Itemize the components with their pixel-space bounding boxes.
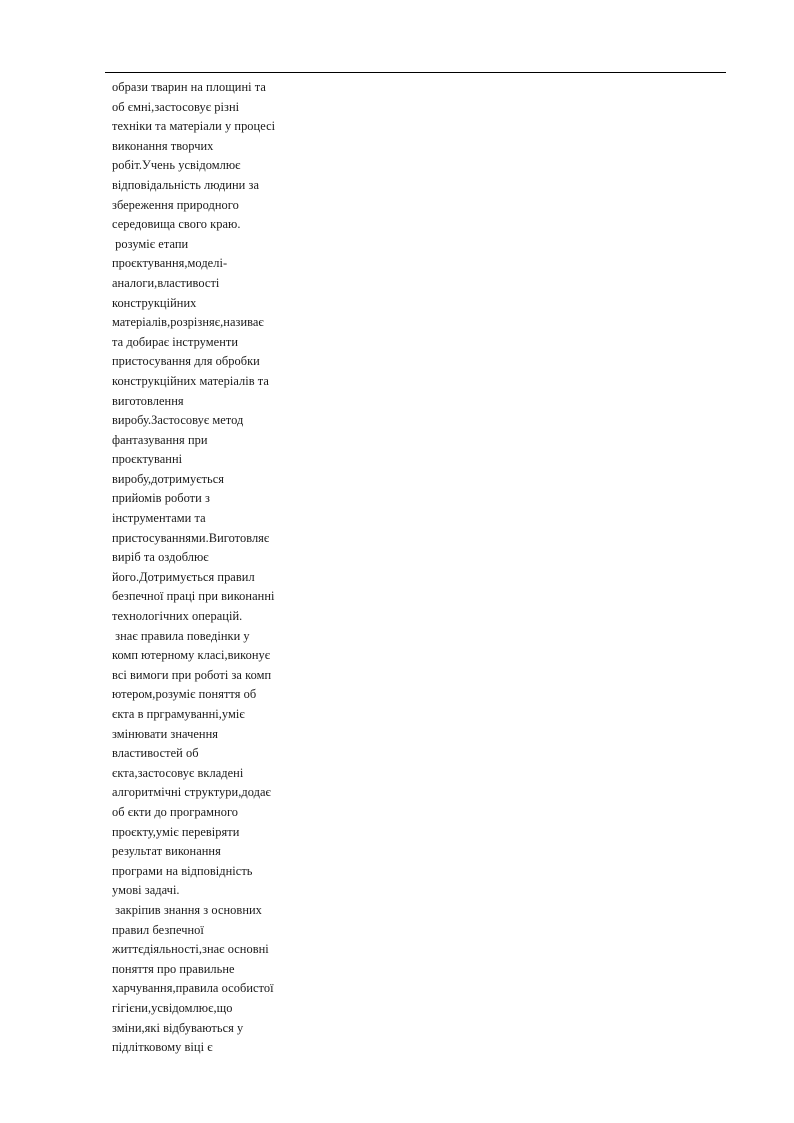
document-text-line: пристосуваннями.Виготовляє [112, 530, 270, 545]
document-text-line: правил безпечної [112, 922, 204, 937]
document-text-line: виконання творчих [112, 138, 214, 153]
document-text-line: матеріалів,розрізняє,називає [112, 315, 264, 330]
document-text-line: виробу,дотримується [112, 471, 225, 486]
document-text-line: проєкту,уміє перевіряти [112, 824, 240, 839]
document-text-line: розуміє етапи [112, 236, 189, 251]
document-text-line: інструментами та [112, 511, 206, 526]
document-text-line: єкта в прграмуванні,уміє [112, 707, 245, 721]
document-text-line: єкта,застосовує вкладені [112, 765, 244, 780]
document-text-line: виробу.Застосовує метод [112, 413, 244, 428]
document-text-line: гігієни,усвідомлює,що [112, 1000, 233, 1015]
document-text-line: робіт.Учень усвідомлює [112, 158, 241, 173]
document-text-column [112, 78, 334, 1058]
document-text-line: умові задачі. [112, 883, 180, 898]
document-text-line: змінювати значення [112, 726, 219, 741]
document-text-line: програми на відповідність [112, 863, 253, 878]
document-text-line: харчування,правила особистої [112, 981, 274, 996]
document-text-line: аналоги,властивості [112, 275, 220, 290]
document-text-line: техніки та матеріали у процесі [112, 119, 276, 134]
document-text-line: об ємні,застосовує різні [112, 99, 240, 114]
document-text-line: зміни,які відбуваються у [112, 1020, 244, 1035]
header-separator-rule [105, 72, 726, 73]
document-text-line: образи тварин на площині та [112, 80, 266, 94]
document-text-line: ютером,розуміє поняття об [112, 687, 257, 702]
document-text-line: проєктування,моделі- [112, 256, 228, 271]
document-text-line: поняття про правильне [112, 961, 235, 976]
document-text-line: та добирає інструменти [112, 334, 239, 349]
document-text-line: виріб та оздоблює [112, 550, 209, 565]
document-text-line: його.Дотримується правил [112, 569, 255, 584]
document-text-line: фантазування при [112, 432, 208, 447]
document-text-line: проєктуванні [112, 452, 183, 467]
document-text-line: підлітковому віці є [112, 1040, 213, 1055]
document-text-line: прийомів роботи з [112, 491, 210, 506]
document-text-line: життєдіяльності,знає основні [112, 942, 269, 957]
document-text-line: алгоритмічні структури,додає [112, 785, 271, 800]
document-text-line: пристосування для обробки [112, 354, 260, 369]
document-text-line: безпечної праці при виконанні [112, 589, 275, 604]
document-text-line: результат виконання [112, 844, 221, 859]
document-text-line: виготовлення [112, 393, 184, 408]
document-text-line: всі вимоги при роботі за комп [112, 667, 272, 682]
document-text-line: відповідальність людини за [112, 177, 259, 192]
document-text-line: комп ютерному класі,виконує [112, 648, 271, 663]
document-text-line: властивостей об [112, 746, 199, 761]
document-text-line: об єкти до програмного [112, 804, 239, 819]
document-text-line: конструкційних матеріалів та [112, 373, 269, 388]
document-text-line: закріпив знання з основних [112, 902, 262, 917]
document-text-line: знає правила поведінки у [112, 628, 250, 643]
document-text-line: середовища свого краю. [112, 217, 241, 232]
document-text-line: конструкційних [112, 295, 197, 310]
document-text-line: збереження природного [112, 197, 239, 212]
document-text-line: технологічних операцій. [112, 609, 243, 624]
